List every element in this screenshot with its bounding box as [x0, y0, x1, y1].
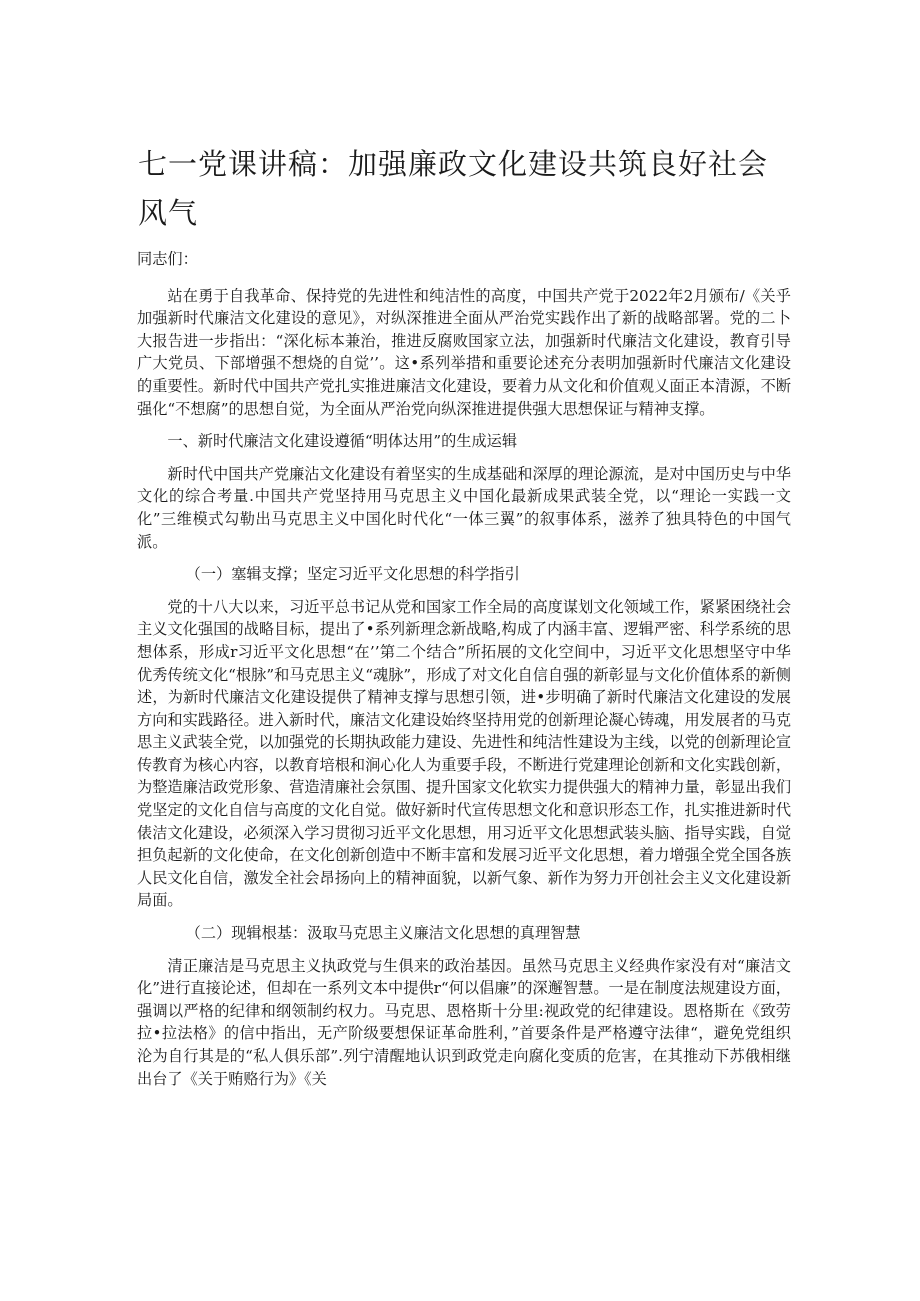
section-1-heading: 一、新时代廉洁文化建设遵循“明体达用”的生成运辑: [167, 432, 518, 451]
subsection-2-paragraph: 清正廉洁是马克思主义执政党与生俱来的政治基因。虽然马克思主义经典作家没有对“廉洁文化”进行直接论述，但却在一系列文本中提供r“何以倡廉”的深邂智慧。一是在制度法规建设方面，强调以严格的纪律和纲领制约权力。马克思、恩格斯十分里:视政党的纪律建设。恩格斯在《致劳拉•拉法格》的信中指出，无产阶级要想保证革命胜利，”首要条件是严格遵守法律“，避免党组织沦为自行其是的“私人俱乐部”.列宁清醒地认识到政党走向腐化变质的危害，在其推动下苏俄相继出台了《关于贿赂行为》《关: [137, 956, 791, 1088]
document-body: [137, 248, 791, 1100]
greeting: 同志们：: [137, 250, 198, 268]
intro-paragraph: 站在勇于自我革命、保持党的先进性和纯洁性的高度，中国共产党于2022年2月颁布/《关乎加强新时代廉洁文化建设的意见》，对纵深推进全面从严治党实践作出了新的战略部署。党的二卜大报告进一步指出：“深化标本兼治，推进反腐败国家立法，加强新时代廉洁文化建设，教育引导广大党员、下部增强不想烧的自觉’’。这•系列举措和重要论述充分表明加强新时代廉洁文化建设的重要性。新时代中国共产党扎实推进廉洁文化建设，要着力从文化和价值观乂面正本清源，不断强化“不想腐”的思想自觉，为全面从严治党向纵深推进提供强大思想保证与精神支撑。: [137, 286, 791, 418]
subsection-1-heading: （一）塞辑支撑；坚定习近平文化思想的科学指引: [185, 565, 520, 584]
subsection-2-heading: （二）现辑根基：汲取马克思主义廉洁文化思想的真理智慧: [185, 924, 581, 943]
subsection-1-paragraph: 党的十八大以来，习近平总书记从党和国家工作全局的高度谋划文化领域工作，紧紧困绕社会主义文化强国的战略目标，提出了•系列新理念新战略,构成了内涵丰富、逻辑严密、科学系统的思想体系，形成r习近平文化思想“在’’第二个结合”所拓展的文化空间中，习近平文化思想坚守中华优秀传统文化“根脉”和马克思主义“魂脉”，形成了对文化自信自强的新彰显与文化价值体系的新侧述，为新时代廉洁文化建设提供了精神支撑与思想引领，进•步明确了新时代廉洁文化建设的发展方向和实践路径。进入新时代，廉洁文化建设始终坚持用党的创新理论凝心铸魂，用发展者的马克思主义武装全党，以加强党的长期执政能力建设、先进性和纯洁性建设为主线，以党的创新理论宣传教育为核心内容，以教育培根和涧心化人为重要手段，不断进行党建理论创新和文化实践创新，为整造廉洁政党形象、营造清廉社会氛围、提升国家文化软实力提供强大的精神力量，彰显出我们党坚定的文化自信与高度的文化自觉。做好新时代宣传思想文化和意识形态工作，扎实推进新时代俵洁文化建设，必须深入学习贯彻习近平文化思想，用习近平文化思想武装头脑、指导实践，自觉担负起新的文化使命，在文化创新创造中不断丰富和发展习近平文化思想，着力增强全党全国各族人民文化自信，激发全社会昂扬向上的精神面貌，以新气象、新作为努力开创社会主义文化建设新局面。: [137, 597, 791, 910]
section-1-paragraph: 新时代中国共产党廉沾文化建设有着坚实的生成基础和深厚的理论源流，是对中国历史与中华文化的综合考量.中国共产党坚持用马克思主义中国化最新成果武装全党，以“理论一实践一文化”三维模式勾勒出马克思主义中国化时代化“一体三翼”的叙事体系，滋养了独具特色的中国气派。: [137, 464, 791, 551]
document-title: 七一党课讲稿：加强廉政文化建设共筑良好社会风气: [138, 147, 769, 230]
